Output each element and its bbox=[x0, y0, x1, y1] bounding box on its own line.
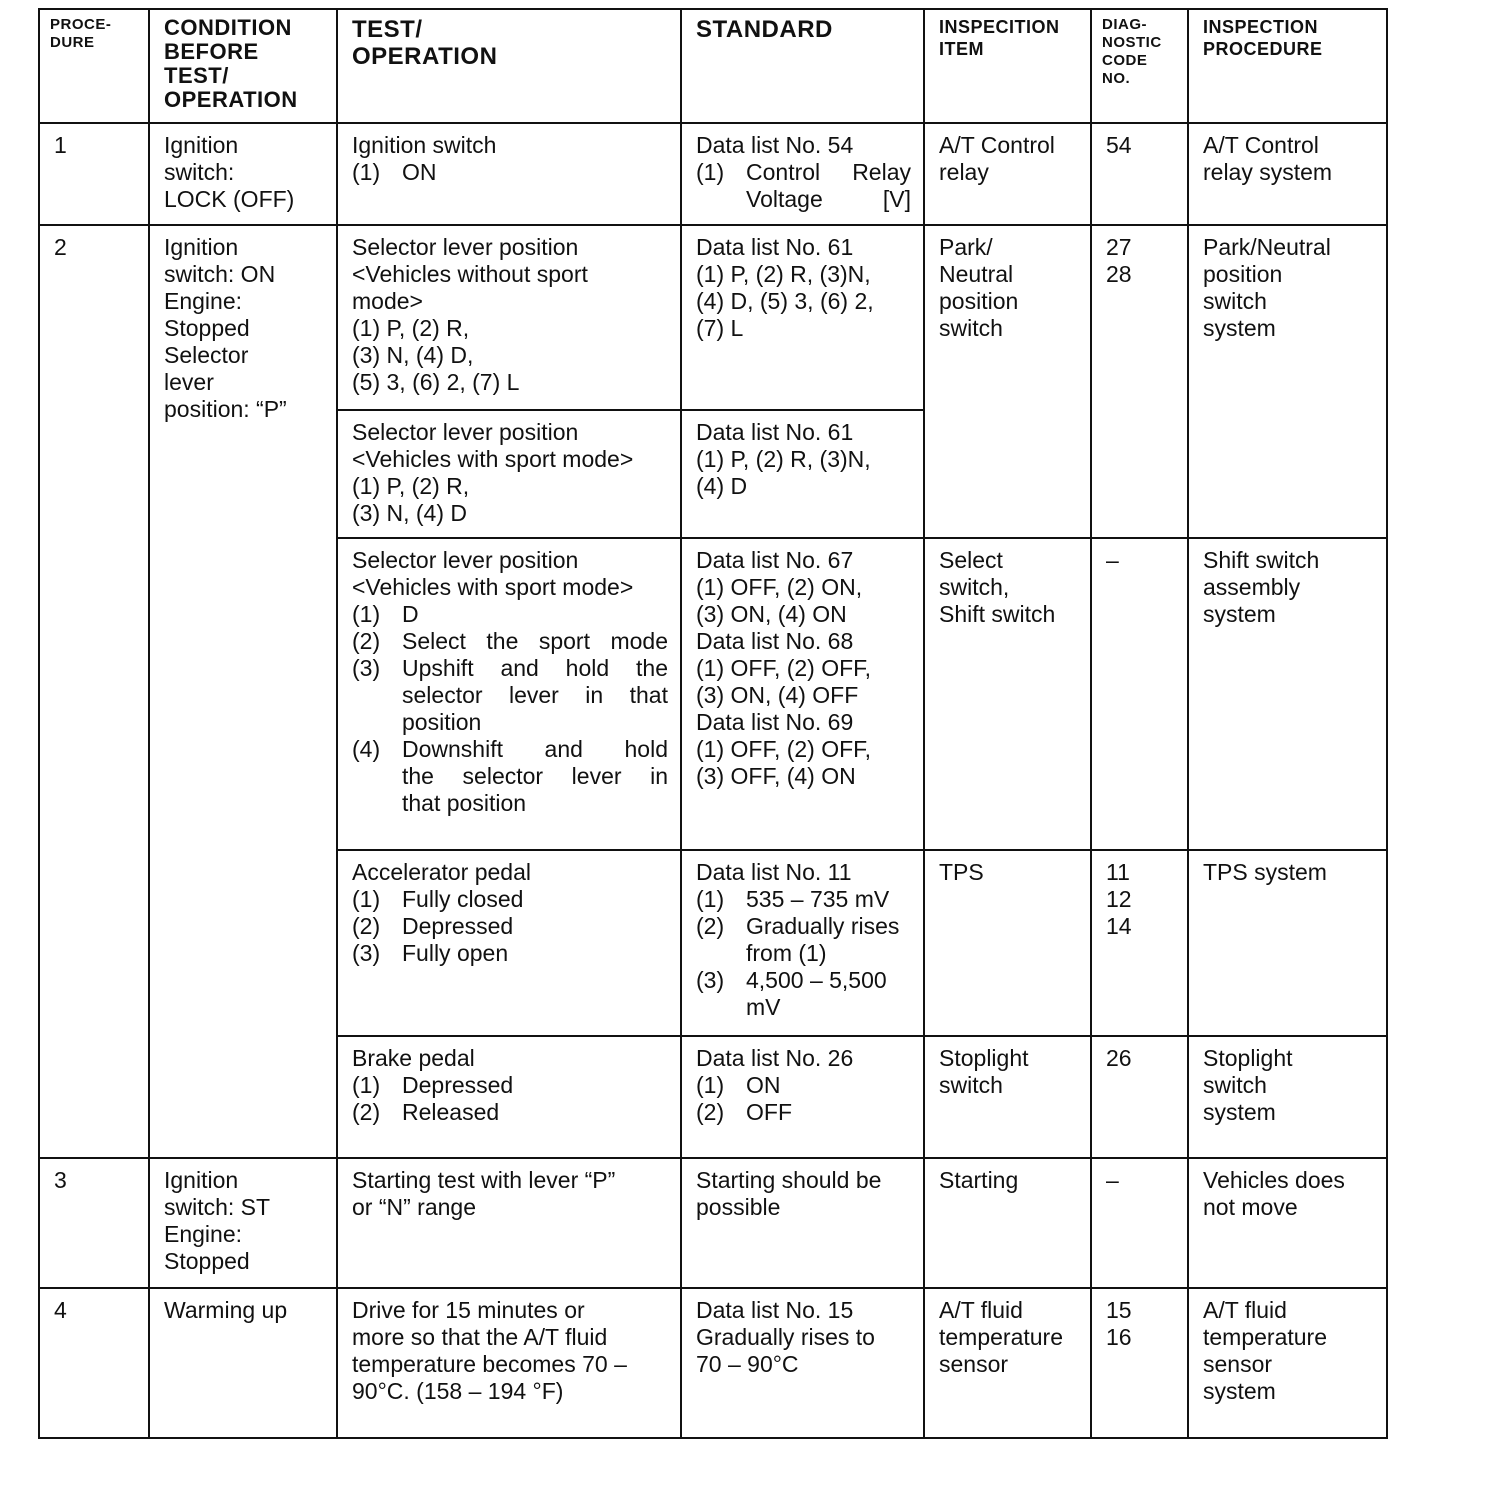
inspection-item-cell: TPS bbox=[924, 850, 1091, 1036]
test-cell: Brake pedal (1) Depressed (2) Released bbox=[337, 1036, 681, 1158]
table-row bbox=[39, 123, 1387, 225]
test-cell: Selector lever position <Vehicles with sport mode> (1) P, (2) R, (3) N, (4) D bbox=[337, 410, 681, 538]
list-item: (3) Fully open bbox=[352, 940, 509, 966]
header-inspection-procedure: INSPECTION PROCEDURE bbox=[1188, 9, 1387, 123]
test-cell: Starting test with lever “P” or “N” range bbox=[337, 1158, 681, 1288]
list-item: (2) Depressed bbox=[352, 913, 514, 939]
inspection-procedure-cell: A/T fluid temperature sensor system bbox=[1188, 1288, 1387, 1438]
inspection-procedure-cell: Shift switch assembly system bbox=[1188, 538, 1387, 850]
inspection-procedure-cell: A/T Control relay system bbox=[1188, 123, 1387, 225]
standard-cell: Data list No. 61 (1) P, (2) R, (3)N, (4) D, (5) 3, (6) 2, (7) L bbox=[681, 225, 924, 410]
inspection-item-cell: Select switch, Shift switch bbox=[924, 538, 1091, 850]
code-cell: 15 16 bbox=[1091, 1288, 1188, 1438]
condition-cell: Ignition switch: ST Engine: Stopped bbox=[149, 1158, 337, 1288]
condition-cell: Ignition switch: LOCK (OFF) bbox=[149, 123, 337, 225]
inspection-item-cell: Park/ Neutral position switch bbox=[924, 225, 1091, 538]
code-cell: 11 12 14 bbox=[1091, 850, 1188, 1036]
standard-cell: Data list No. 15 Gradually rises to 70 – 90°C bbox=[681, 1288, 924, 1438]
header-diagnostic-code: DIAG- NOSTIC CODE NO. bbox=[1091, 9, 1188, 123]
header-inspection-item: INSPECITION ITEM bbox=[924, 9, 1091, 123]
code-cell: 54 bbox=[1091, 123, 1188, 225]
inspection-procedure-cell: Vehicles does not move bbox=[1188, 1158, 1387, 1288]
standard-cell: Data list No. 26 (1) ON (2) OFF bbox=[681, 1036, 924, 1158]
table-row bbox=[39, 1158, 1387, 1288]
list-item: (3) 4,500 – 5,500 mV bbox=[696, 967, 887, 1020]
list-item: (1) Control Relay Voltage [V] bbox=[696, 159, 911, 212]
standard-cell: Starting should be possible bbox=[681, 1158, 924, 1288]
procedure-number: 3 bbox=[39, 1158, 149, 1288]
code-cell: – bbox=[1091, 1158, 1188, 1288]
standard-cell: Data list No. 54 (1) Control Relay Voltage [V] bbox=[681, 123, 924, 225]
standard-cell: Data list No. 61 (1) P, (2) R, (3)N, (4) D bbox=[681, 410, 924, 538]
standard-cell: Data list No. 11 (1) 535 – 735 mV (2) Gradually rises from (1) (3) 4,500 – 5,500 mV bbox=[681, 850, 924, 1036]
inspection-item-cell: A/T Control relay bbox=[924, 123, 1091, 225]
test-cell: Selector lever position <Vehicles without sport mode> (1) P, (2) R, (3) N, (4) D, (5) 3, (6) 2, (7) L bbox=[337, 225, 681, 410]
test-cell: Ignition switch (1) ON bbox=[337, 123, 681, 225]
code-cell: 26 bbox=[1091, 1036, 1188, 1158]
inspection-table bbox=[38, 8, 1388, 1439]
list-item: (1) ON bbox=[696, 1072, 781, 1098]
condition-cell: Ignition switch: ON Engine: Stopped Selector lever position: “P” bbox=[149, 225, 337, 1158]
list-item: (1) 535 – 735 mV bbox=[696, 886, 890, 912]
inspection-procedure-cell: Park/Neutral position switch system bbox=[1188, 225, 1387, 538]
inspection-procedure-cell: TPS system bbox=[1188, 850, 1387, 1036]
procedure-number: 1 bbox=[39, 123, 149, 225]
list-item: (4) Downshift and hold the selector lever in that position bbox=[352, 736, 668, 816]
list-item: (3) Upshift and hold the selector lever in that position bbox=[352, 655, 668, 735]
header-standard: STANDARD bbox=[681, 9, 924, 123]
procedure-number: 2 bbox=[39, 225, 149, 1158]
list-item: (1) D bbox=[352, 601, 419, 627]
standard-cell: Data list No. 67 (1) OFF, (2) ON, (3) ON, (4) ON Data list No. 68 (1) OFF, (2) OFF, (3) ON, (4) OFF Data list No. 69 (1) OFF, (2) OFF, (3) OFF, (4) ON bbox=[681, 538, 924, 850]
test-cell: Accelerator pedal (1) Fully closed (2) Depressed (3) Fully open bbox=[337, 850, 681, 1036]
header-condition: CONDITION BEFORE TEST/ OPERATION bbox=[149, 9, 337, 123]
procedure-number: 4 bbox=[39, 1288, 149, 1438]
table-row bbox=[39, 1288, 1387, 1438]
inspection-item-cell: A/T fluid temperature sensor bbox=[924, 1288, 1091, 1438]
condition-cell: Warming up bbox=[149, 1288, 337, 1438]
inspection-procedure-cell: Stoplight switch system bbox=[1188, 1036, 1387, 1158]
inspection-item-cell: Stoplight switch bbox=[924, 1036, 1091, 1158]
code-cell: 27 28 bbox=[1091, 225, 1188, 538]
test-cell: Selector lever position <Vehicles with sport mode> (1) D (2) Select the sport mode (3) Upshift and hold the selector lever in that position (4) Downshift and hold the selector lever in that position bbox=[337, 538, 681, 850]
list-item: (2) Select the sport mode bbox=[352, 628, 668, 654]
header-test-operation: TEST/ OPERATION bbox=[337, 9, 681, 123]
test-cell: Drive for 15 minutes or more so that the A/T fluid temperature becomes 70 – 90°C. (158 – 194 °F) bbox=[337, 1288, 681, 1438]
table-row bbox=[39, 225, 1387, 410]
list-item: (2) Released bbox=[352, 1099, 500, 1125]
header-procedure: PROCE- DURE bbox=[39, 9, 149, 123]
header-row bbox=[39, 9, 1387, 123]
list-item: (2) OFF bbox=[696, 1099, 792, 1125]
code-cell: – bbox=[1091, 538, 1188, 850]
list-item: (1) ON bbox=[352, 159, 437, 185]
list-item: (2) Gradually rises from (1) bbox=[696, 913, 900, 966]
list-item: (1) Depressed bbox=[352, 1072, 514, 1098]
list-item: (1) Fully closed bbox=[352, 886, 524, 912]
inspection-item-cell: Starting bbox=[924, 1158, 1091, 1288]
